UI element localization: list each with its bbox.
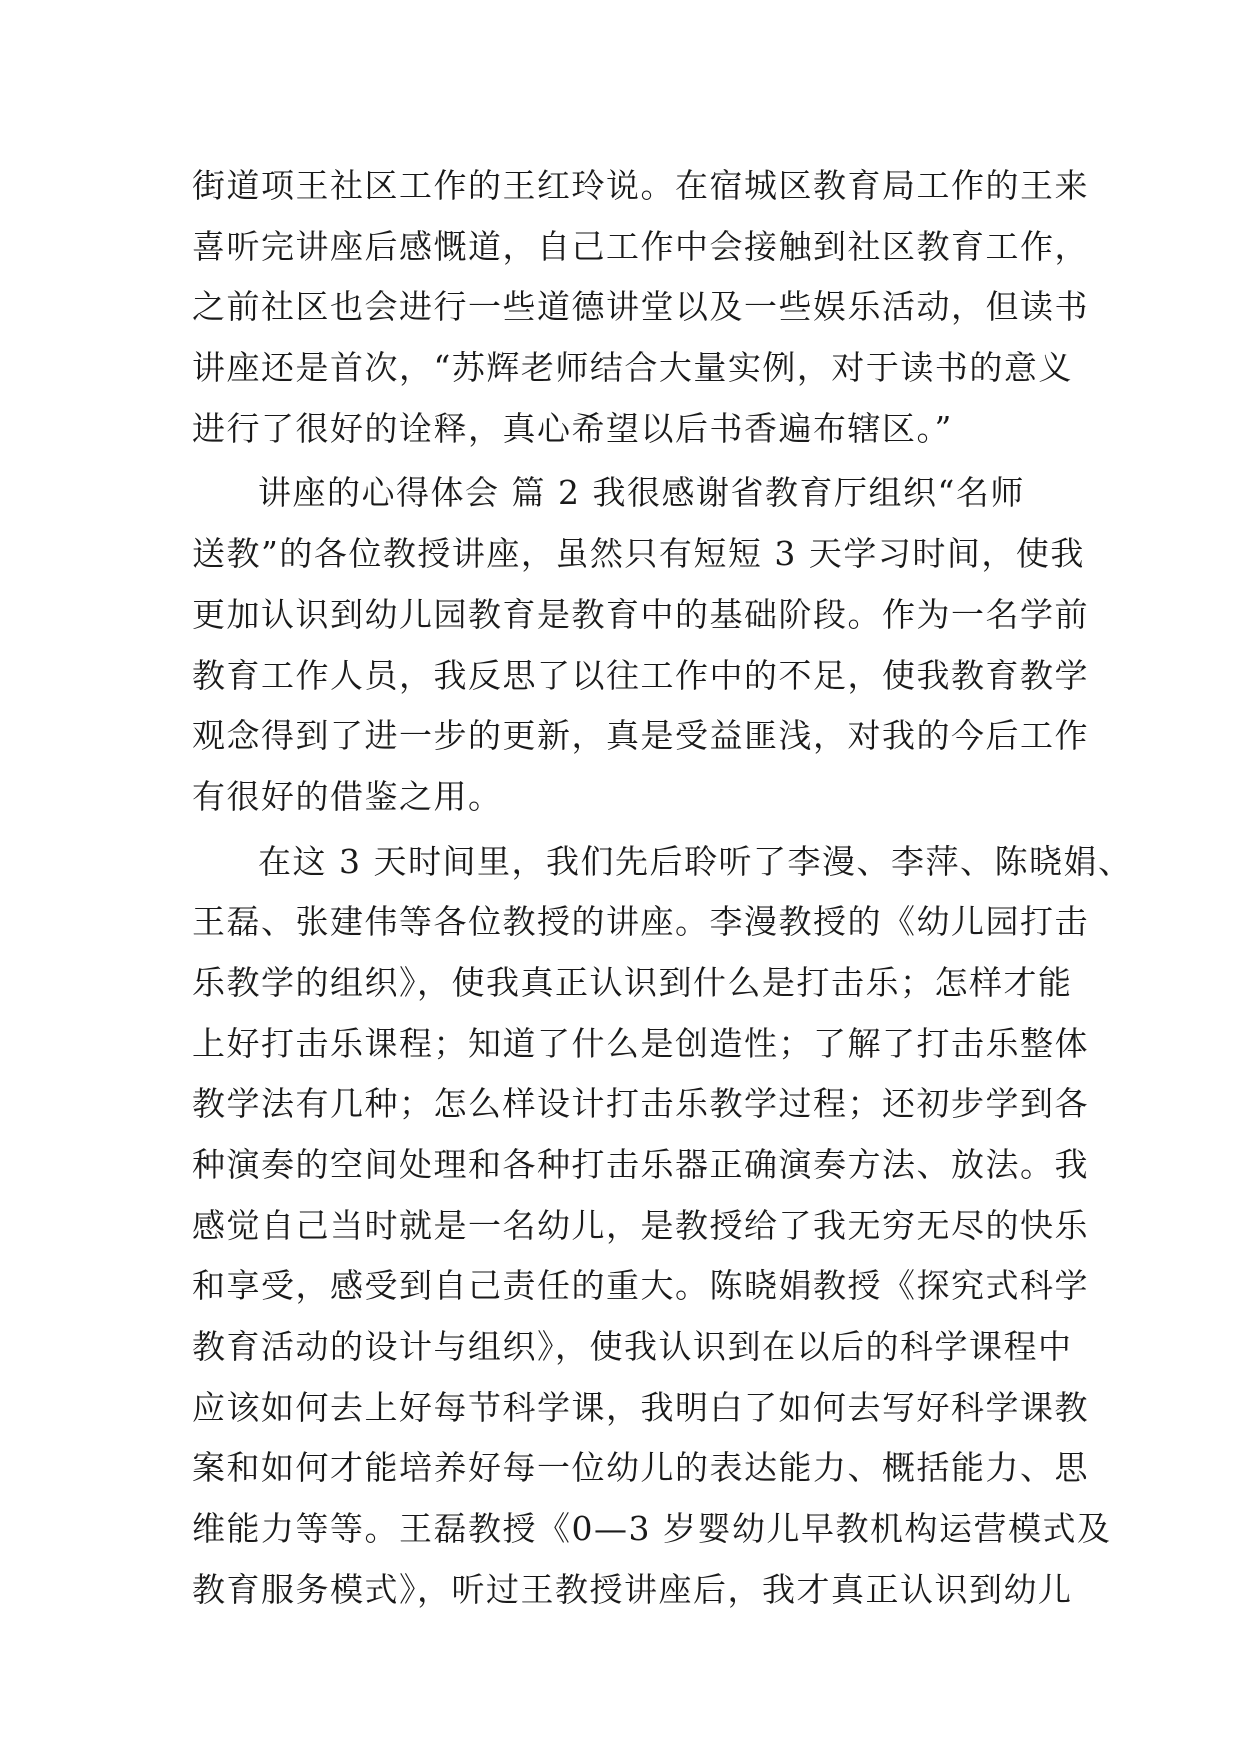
text-line-10: 观念得到了进一步的更新，真是受益匪浅，对我的今后工作 [192,716,1089,756]
text-line-3: 之前社区也会进行一些道德讲堂以及一些娱乐活动，但读书 [192,287,1089,327]
text-line-4: 讲座还是首次，“苏辉老师结合大量实例，对于读书的意义 [192,348,1073,388]
text-line-14: 乐教学的组织》，使我真正认识到什么是打击乐；怎样才能 [192,962,1073,1002]
text-line-16: 教学法有几种；怎么样设计打击乐教学过程；还初步学到各 [192,1084,1089,1124]
text-line-19: 和享受，感受到自己责任的重大。陈晓娟教授《探究式科学 [192,1266,1089,1306]
text-line-22: 案和如何才能培养好每一位幼儿的表达能力、概括能力、思 [192,1448,1089,1488]
text-line-2: 喜听完讲座后感慨道，自己工作中会接触到社区教育工作， [192,226,1089,266]
text-line-8: 更加认识到幼儿园教育是教育中的基础阶段。作为一名学前 [192,594,1089,634]
document-body [192,156,1133,1621]
text-line-5: 进行了很好的诠释，真心希望以后书香遍布辖区。” [192,408,953,448]
text-line-13: 王磊、张建伟等各位教授的讲座。李漫教授的《幼儿园打击 [192,902,1089,942]
paragraph-start-line: 在这 3 天时间里，我们先后聆听了李漫、李萍、陈晓娟、 [258,841,1133,881]
text-line-21: 应该如何去上好每节科学课，我明白了如何去写好科学课教 [192,1387,1089,1427]
text-line-15: 上好打击乐课程；知道了什么是创造性；了解了打击乐整体 [192,1023,1089,1063]
text-line-11: 有很好的借鉴之用。 [192,776,503,816]
text-line-24: 教育服务模式》，听过王教授讲座后，我才真正认识到幼儿 [192,1569,1073,1609]
text-line-1: 街道项王社区工作的王红玲说。在宿城区教育局工作的王来 [192,166,1089,205]
text-line-18: 感觉自己当时就是一名幼儿，是教授给了我无穷无尽的快乐 [192,1205,1089,1245]
text-line-20: 教育活动的设计与组织》，使我认识到在以后的科学课程中 [192,1327,1073,1367]
section-heading-line: 讲座的心得体会 篇 2 我很感谢省教育厅组织“名师 [258,473,1025,513]
text-line-23: 维能力等等。王磊教授《0—3 岁婴幼儿早教机构运营模式及 [192,1509,1112,1549]
text-line-9: 教育工作人员，我反思了以往工作中的不足，使我教育教学 [192,655,1089,695]
text-line-7: 送教”的各位教授讲座，虽然只有短短 3 天学习时间，使我 [192,534,1085,574]
text-line-17: 种演奏的空间处理和各种打击乐器正确演奏方法、放法。我 [192,1145,1089,1184]
